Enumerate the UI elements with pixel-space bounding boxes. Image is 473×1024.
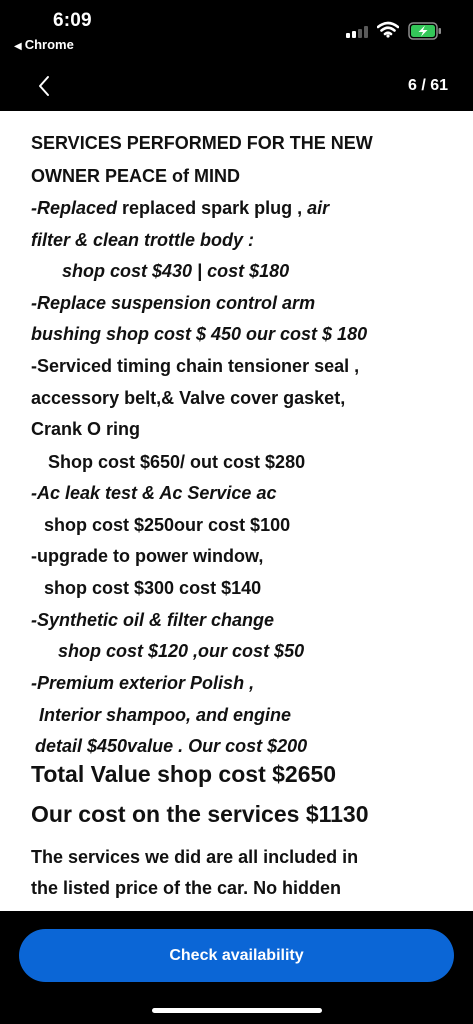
photo-text-line: SERVICES PERFORMED FOR THE NEW	[31, 133, 373, 153]
photo-text-line: filter & clean trottle body :	[31, 230, 255, 250]
photo-text-line: Shop cost $650/ out cost $280	[48, 452, 306, 472]
cellular-signal-icon	[346, 26, 368, 38]
status-time: 6:09	[53, 10, 92, 31]
chevron-left-icon[interactable]	[33, 74, 57, 98]
photo-text-line: -Ac leak test & Ac Service ac	[31, 483, 277, 503]
photo-text-line: Crank O ring	[31, 419, 141, 439]
wifi-icon	[377, 21, 399, 38]
photo-text-line: detail $450value . Our cost $200	[35, 736, 308, 756]
photo-text-line: shop cost $430 | cost $180	[62, 261, 290, 281]
battery-charging-icon	[408, 22, 442, 40]
photo-text-line: bushing shop cost $ 450 our cost $ 180	[31, 324, 368, 344]
photo-text-line: -Synthetic oil & filter change	[31, 610, 275, 630]
listing-photo[interactable]	[0, 111, 473, 911]
photo-text-line: OWNER PEACE of MIND	[31, 166, 240, 186]
photo-text-line: -Replaced replaced spark plug , air	[31, 198, 330, 218]
photo-text-line: -upgrade to power window,	[31, 546, 264, 566]
back-app-label: Chrome	[24, 37, 74, 52]
photo-text-line: Interior shampoo, and engine	[39, 705, 292, 725]
photo-text-line: -Serviced timing chain tensioner seal ,	[31, 356, 360, 376]
photo-text-line: shop cost $120 ,our cost $50	[58, 641, 305, 661]
photo-text-line: Our cost on the services $1130	[31, 801, 369, 827]
home-indicator[interactable]	[152, 1008, 322, 1013]
photo-counter: 6 / 61	[407, 77, 448, 94]
back-to-app-link[interactable]	[14, 37, 74, 52]
photo-text-line: shop cost $300 cost $140	[44, 578, 262, 598]
photo-text-line: Total Value shop cost $2650	[31, 761, 337, 787]
photo-text-line: accessory belt,& Valve cover gasket,	[31, 388, 346, 408]
photo-text-line: -Replace suspension control arm	[31, 293, 316, 313]
gallery-nav-bar	[0, 56, 473, 112]
back-triangle-icon: ◀	[14, 41, 22, 52]
photo-text-line: shop cost $250our cost $100	[44, 515, 291, 535]
photo-text-line: -Premium exterior Polish ,	[31, 673, 255, 693]
photo-text-line: the listed price of the car. No hidden	[31, 878, 342, 898]
photo-text-line: The services we did are all included in	[31, 847, 359, 867]
status-bar	[0, 0, 473, 56]
check-availability-button[interactable]: Check availability	[19, 929, 454, 982]
